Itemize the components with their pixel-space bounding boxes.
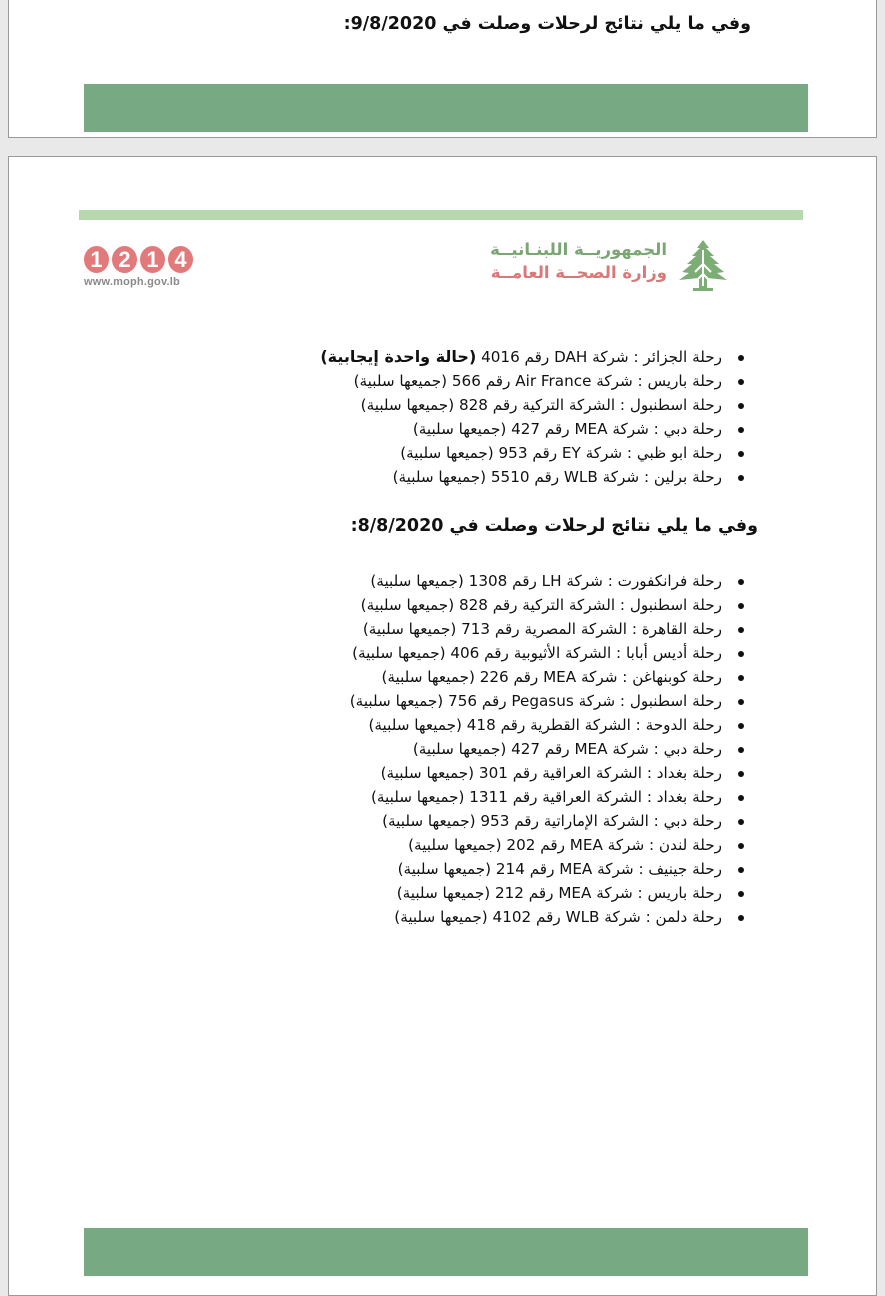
list-item: رحلة الدوحة : الشركة القطرية رقم 418 (جميعها سلبية) (350, 713, 722, 737)
ministry-text (490, 240, 667, 282)
list-item: رحلة بغداد : الشركة العراقية رقم 1311 (جميعها سلبية) (350, 785, 722, 809)
footer-band (84, 1228, 808, 1276)
hotline-number (84, 246, 196, 273)
list-item: رحلة لندن : شركة MEA رقم 202 (جميعها سلبية) (350, 833, 722, 857)
hotline-digit: 2 (112, 246, 137, 273)
list-item: رحلة دبي : شركة MEA رقم 427 (جميعها سلبية) (320, 417, 722, 441)
list-item (320, 345, 722, 369)
list-item: رحلة جينيف : شركة MEA رقم 214 (جميعها سلبية) (350, 857, 722, 881)
list-item: رحلة بغداد : الشركة العراقية رقم 301 (جميعها سلبية) (350, 761, 722, 785)
ministry-name: وزارة الصحــة العامــة (490, 263, 667, 282)
flight-list-9-8 (320, 345, 722, 489)
list-item: رحلة اسطنبول : الشركة التركية رقم 828 (جميعها سلبية) (320, 393, 722, 417)
list-item: رحلة فرانكفورت : شركة LH رقم 1308 (جميعها سلبية) (350, 569, 722, 593)
positive-case-note: (حالة واحدة إيجابية) (320, 347, 477, 366)
list-item: رحلة اسطنبول : الشركة التركية رقم 828 (جميعها سلبية) (350, 593, 722, 617)
list-item: رحلة دبي : شركة MEA رقم 427 (جميعها سلبية) (350, 737, 722, 761)
list-item: رحلة دلمن : شركة WLB رقم 4102 (جميعها سلبية) (350, 905, 722, 929)
hotline-logo (84, 246, 196, 288)
flight-list-8-8 (350, 569, 722, 929)
republic-name: الجمهوريــة اللبنـانيــة (490, 240, 667, 259)
list-item: رحلة القاهرة : الشركة المصرية رقم 713 (جميعها سلبية) (350, 617, 722, 641)
footer-band (84, 84, 808, 132)
hotline-digit: 1 (84, 246, 109, 273)
ministry-logo (490, 236, 733, 296)
flight-text: رحلة الجزائر : شركة DAH رقم 4016 (476, 348, 722, 366)
hotline-digit: 4 (168, 246, 193, 273)
list-item: رحلة ابو ظبي : شركة EY رقم 953 (جميعها سلبية) (320, 441, 722, 465)
header-rule (79, 210, 803, 220)
document-page-1 (8, 0, 877, 138)
list-item: رحلة أديس أبابا : الشركة الأثيوبية رقم 406 (جميعها سلبية) (350, 641, 722, 665)
list-item: رحلة دبي : الشركة الإماراتية رقم 953 (جميعها سلبية) (350, 809, 722, 833)
section-heading-8-8-2020: وفي ما يلي نتائج لرحلات وصلت في 8/8/2020: (350, 516, 758, 536)
list-item: رحلة كوبنهاغن : شركة MEA رقم 226 (جميعها سلبية) (350, 665, 722, 689)
list-item: رحلة باريس : شركة MEA رقم 212 (جميعها سلبية) (350, 881, 722, 905)
list-item: رحلة برلين : شركة WLB رقم 5510 (جميعها سلبية) (320, 465, 722, 489)
hotline-digit: 1 (140, 246, 165, 273)
section-heading-9-8-2020: وفي ما يلي نتائج لرحلات وصلت في 9/8/2020: (343, 14, 751, 34)
list-item: رحلة باريس : شركة Air France رقم 566 (جميعها سلبية) (320, 369, 722, 393)
list-item: رحلة اسطنبول : شركة Pegasus رقم 756 (جميعها سلبية) (350, 689, 722, 713)
cedar-tree-icon (673, 236, 733, 294)
website-url: www.moph.gov.lb (84, 276, 180, 288)
